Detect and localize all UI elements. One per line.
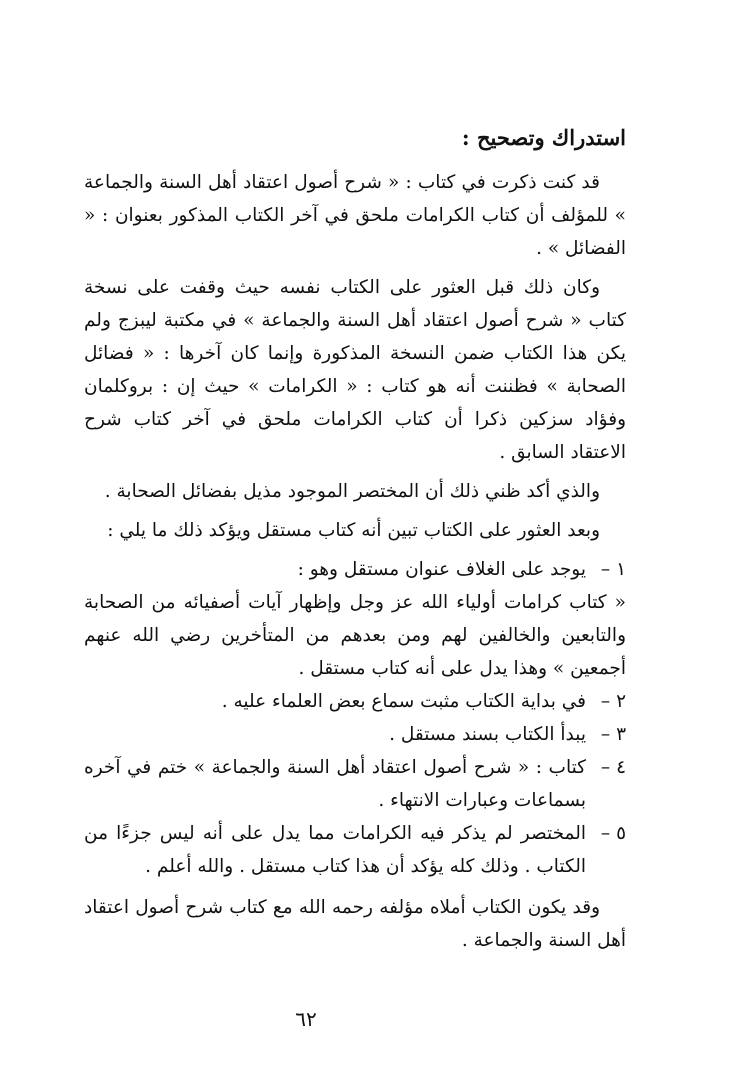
section-heading: استدراك وتصحيح : [461, 125, 626, 150]
list-item-number: ٤ – [600, 757, 626, 778]
paragraph-evidence-intro: وبعد العثور على الكتاب تبين أنه كتاب مستقل ويؤكد ذلك ما يلي : [107, 520, 600, 541]
list-item-text: في بداية الكتاب مثبت سماع بعض العلماء عليه . [221, 691, 586, 712]
list-item [84, 553, 626, 685]
list-item-number: ١ – [600, 559, 626, 580]
list-item-number: ٥ – [600, 823, 626, 844]
paragraph-confirmation: والذي أكد ظني ذلك أن المختصر الموجود مذيل بفضائل الصحابة . [104, 481, 600, 502]
list-item-text: كتاب : « شرح أصول اعتقاد أهل السنة والجماعة » ختم في آخره بسماعات وعبارات الانتهاء . [84, 757, 586, 811]
list-item-text: يوجد على الغلاف عنوان مستقل وهو : [297, 559, 586, 580]
list-item-number: ٢ – [600, 691, 626, 712]
list-item [84, 685, 626, 718]
document-page [84, 118, 626, 1027]
page-number: ٦٢ [295, 1007, 317, 1031]
paragraph-background: وكان ذلك قبل العثور على الكتاب نفسه حيث وقفت على نسخة كتاب « شرح أصول اعتقاد أهل السنة والجماعة » في مكتبة ليبزج ولم يكن هذا الكتاب ضمن النسخة المذكورة وإنما كان آخرها : « فضائل الصحابة » فظننت أنه هو كتاب : « الكرامات » حيث إن : بروكلمان وفؤاد سزكين ذكرا أن كتاب الكرامات ملحق في آخر كتاب شرح الاعتقاد السابق . [84, 277, 626, 463]
list-item [84, 817, 626, 883]
evidence-list [84, 553, 626, 883]
paragraph-intro: قد كنت ذكرت في كتاب : « شرح أصول اعتقاد أهل السنة والجماعة » للمؤلف أن كتاب الكرامات ملحق في آخر الكتاب المذكور بعنوان : « الفضائل » . [84, 172, 626, 259]
list-item-text: المختصر لم يذكر فيه الكرامات مما يدل على أنه ليس جزءًا من الكتاب . وذلك كله يؤكد أن هذا كتاب مستقل . والله أعلم . [84, 823, 586, 877]
paragraph-closing: وقد يكون الكتاب أملاه مؤلفه رحمه الله مع كتاب شرح أصول اعتقاد أهل السنة والجماعة . [84, 897, 626, 951]
list-item-number: ٣ – [600, 724, 626, 745]
list-item-quote: « كتاب كرامات أولياء الله عز وجل وإظهار آيات أصفيائه من الصحابة والتابعين والخالفين لهم ومن بعدهم من المتأخرين رضي الله عنهم أجمعين » وهذا يدل على أنه كتاب مستقل . [84, 592, 626, 679]
list-item [84, 718, 626, 751]
list-item-text: يبدأ الكتاب بسند مستقل . [389, 724, 586, 745]
list-item [84, 751, 626, 817]
